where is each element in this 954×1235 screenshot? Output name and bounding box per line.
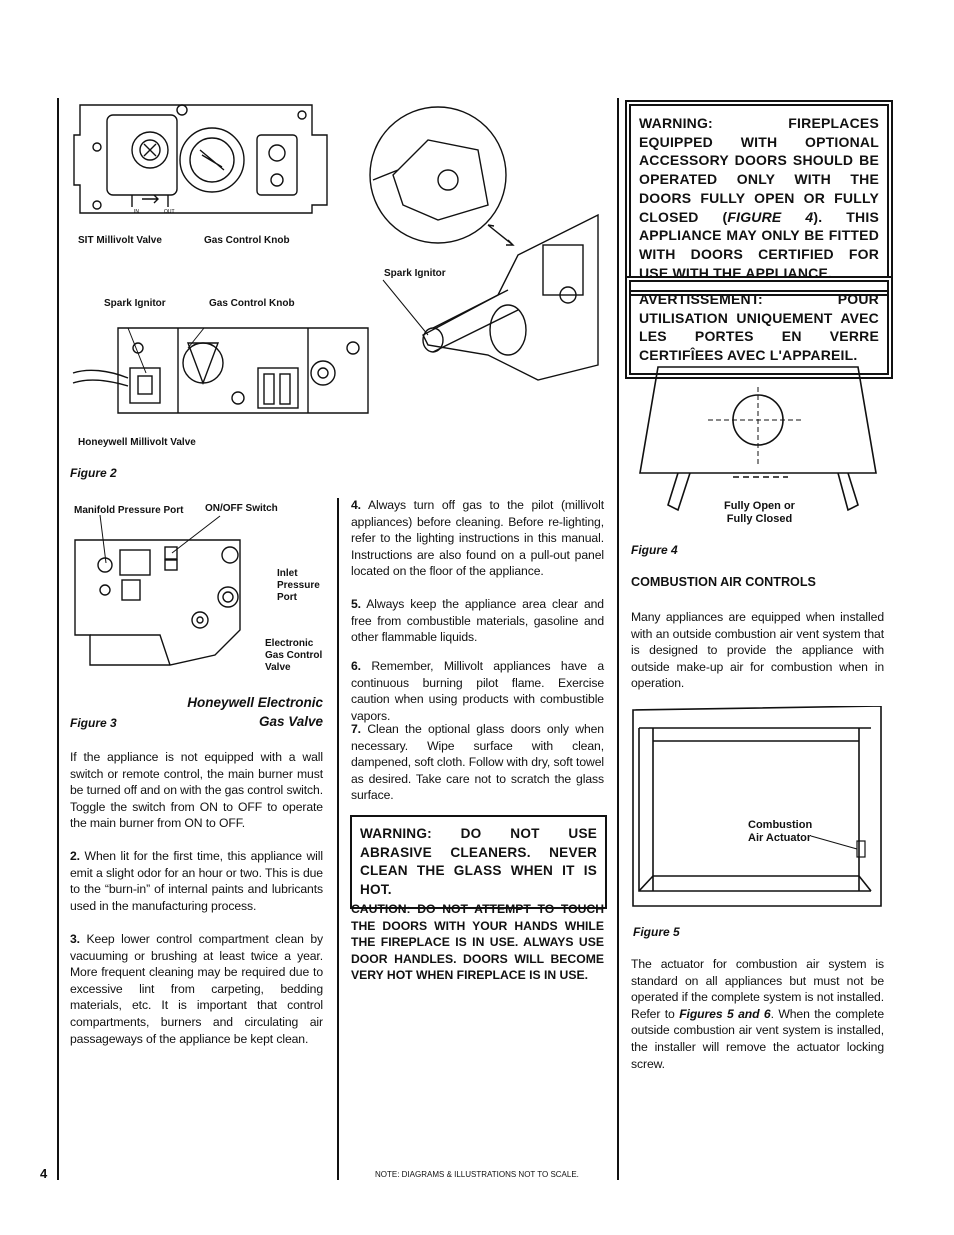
abrasive-cleaner-warning-box: WARNING: DO NOT USE ABRASIVE CLEANERS. NEVER CLEAN THE GLASS WHEN IT IS HOT. [350,815,607,909]
combustion-air-actuator-label: Combustion Air Actuator [748,819,813,844]
accessory-doors-warning-box: WARNING: FIREPLACES EQUIPPED WITH OPTIONAL ACCESSORY DOORS SHOULD BE OPERATED ONLY WITH THE DOORS FULLY OPEN OR FULLY CLOSED (FIGURE 4). THIS APPLIANCE MAY ONLY BE FITTED WITH DOORS CERTIFIED FOR USE WITH THE APPLIANCE. [629,104,889,292]
col1-paragraph-1: If the appliance is not equipped with a wall switch or remote control, the main burner must be turned off and on with the gas control switch. Toggle the switch from ON to OFF to operate the main burner from ON to OFF. [70,750,324,831]
figure4-fireplace-drawing [638,365,878,515]
gas-control-knob-label-1: Gas Control Knob [204,235,290,246]
inlet-pressure-port-label: Inlet Pressure Port [277,568,320,603]
spark-ignitor-label-2: Spark Ignitor [384,268,446,279]
svg-text:OUT: OUT [164,209,175,215]
col2-paragraph-4: 4. Always turn off gas to the pilot (millivolt appliances) before cleaning. Before re-lighting, refer to the lighting instructions in this manual. Instructions are also found on a pull-out panel located on the floor of the appliance. [351,498,604,579]
page-number: 4 [40,1166,48,1181]
col2-paragraph-6: 6. Remember, Millivolt appliances have a continuous burning pilot flame. Exercise caution when using products with combustible vapors. [351,659,604,723]
door-caution-text: CAUTION: DO NOT ATTEMPT TO TOUCH THE DOORS WITH YOUR HANDS WHILE THE FIREPLACE IS IN USE. ALWAYS USE DOOR HANDLES. DOORS WILL BECOME VERY HOT WHEN FIREPLACE IS IN USE. [351,902,604,983]
figure5-caption: Figure 5 [633,925,680,939]
honeywell-electronic-valve-drawing [70,515,260,685]
col2-paragraph-7: 7. Clean the optional glass doors only when necessary. Wipe surface with clean, dampened, soft cloth. Follow with dry, soft towel as desired. Take care not to scratch the glass surface. [351,722,604,803]
svg-text:IN: IN [134,209,139,215]
figure3-title: Honeywell Electronic Gas Valve [187,695,323,729]
col3-paragraph-2: The actuator for combustion air system is standard on all appliances but must not be operated if the complete system is not installed. Refer to Figures 5 and 6. When the complete outside combustion air vent system is installed, the installer will remove the actuator locking screw. [631,957,884,1071]
sit-millivolt-valve-drawing [72,95,332,225]
manifold-pressure-port-label: Manifold Pressure Port [74,505,184,516]
column-rule-left [57,98,59,1180]
col3-paragraph-1: Many appliances are equipped when installed with an outside combustion air vent system that is designed to provide the appliance with outside make-up air for combustion when in operation. [631,610,884,691]
figure5-combustion-air-drawing [631,706,885,910]
column-rule-right [617,98,619,1180]
onoff-switch-label: ON/OFF Switch [205,503,278,514]
honeywell-millivolt-label: Honeywell Millivolt Valve [78,437,196,448]
combustion-air-heading: COMBUSTION AIR CONTROLS [631,575,816,589]
figures-5-and-6-reference: Figures 5 and 6 [679,1006,771,1021]
figure2-caption: Figure 2 [70,466,117,480]
spark-ignitor-label-1: Spark Ignitor [104,298,166,309]
electronic-gas-control-label: Electronic Gas Control Valve [265,638,323,673]
figure4-reference: FIGURE 4 [727,208,814,225]
fully-open-or-closed-label: Fully Open or Fully Closed [724,500,795,525]
figure4-caption: Figure 4 [631,543,678,557]
not-to-scale-note: NOTE: DIAGRAMS & ILLUSTRATIONS NOT TO SCALE. [375,1170,579,1179]
col1-paragraph-3: 3. Keep lower control compartment clean by vacuuming or brushing at least twice a year. More frequent cleaning may be required due to excessive lint from carpeting, bedding materials, etc. It is important that control compartments, burners and circulating air passageways of the appliance be kept clean. [70,932,323,1046]
honeywell-millivolt-valve-drawing [68,318,388,428]
avertissement-box: AVERTISSEMENT: POUR UTILISATION UNIQUEMENT AVEC LES PORTES EN VERRE CERTIFÎEES AVEC L'APPAREIL. [629,280,889,375]
figure3-caption: Figure 3 [70,716,117,730]
col2-paragraph-5: 5. Always keep the appliance area clear and free from combustible materials, gasoline and other flammable liquids. [351,597,604,645]
column-rule-middle [337,498,339,1180]
spark-ignitor-detail-drawing [368,95,608,385]
gas-control-knob-label-2: Gas Control Knob [209,298,295,309]
sit-valve-label: SIT Millivolt Valve [78,235,162,246]
col1-paragraph-2: 2. When lit for the first time, this appliance will emit a slight odor for an hour or two. This is due to the “burn-in” of internal paints and lubricants used in the manufacturing process. [70,849,323,913]
